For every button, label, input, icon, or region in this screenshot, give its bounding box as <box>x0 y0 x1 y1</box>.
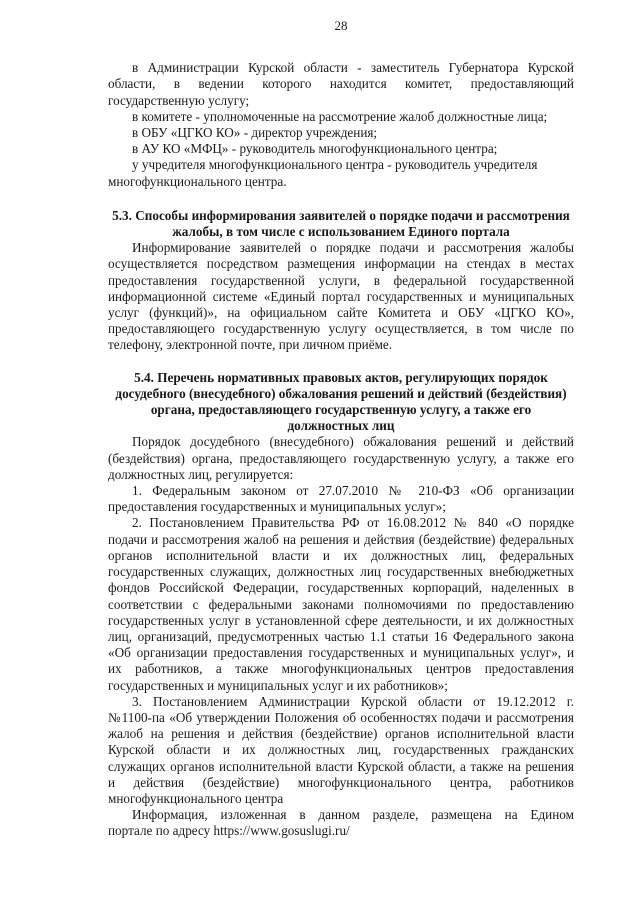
section-5-3-heading <box>108 208 574 240</box>
text-line: Информация, изложенная в данном разделе, размещена на Едином <box>132 807 574 823</box>
legal-act-item-3 <box>108 694 574 807</box>
section-5-3-paragraph <box>108 240 574 353</box>
text-line: 3. Постановлением Администрации Курской области от 19.12.2012 г. <box>132 693 574 709</box>
page-number: 28 <box>334 18 348 33</box>
text-line: предоставления государственных и муниципальных услуг»; <box>108 499 446 515</box>
text-line: Порядок досудебного (внесудебного) обжалования решений и действий <box>132 434 574 450</box>
text-line: в АУ КО «МФЦ» - руководитель многофункционального центра; <box>132 141 498 157</box>
text-line: предоставления государственной услуги, в федеральной государственной <box>108 272 574 288</box>
legal-act-item-1 <box>108 483 574 515</box>
text-line: должностных лиц, регулируется: <box>108 466 294 482</box>
text-line: услуг (функций)», на официальном сайте Комитета и ОБУ «ЦГКО КО», <box>108 305 574 321</box>
text-line: многофункционального центра <box>108 790 284 806</box>
text-line: в ОБУ «ЦГКО КО» - директор учреждения; <box>132 125 378 141</box>
text-line: телефону, электронной почте, при личном приёме. <box>108 337 393 353</box>
text-line: у учредителя многофункционального центра - руководитель учредителя <box>132 157 538 173</box>
text-line: области, в ведении которого находится комитет, предоставляющий <box>108 76 574 92</box>
heading-line: органа, предоставляющего государственную услугу, а также его <box>150 402 532 418</box>
text-line: (бездействия) органа, предоставляющего государственную услугу, а также его <box>108 450 574 466</box>
text-line: подачи и рассмотрения жалоб на решения и действия (бездействие) федеральных <box>108 531 574 547</box>
text-line: портале по адресу https://www.gosuslugi.ru/ <box>108 823 350 839</box>
heading-line: 5.4. Перечень нормативных правовых актов, регулирующих порядок <box>134 369 548 385</box>
text-line: жалоб на решения и действия (бездействие) органов исполнительной власти <box>108 726 574 742</box>
text-line: соответствии с федеральными законами полномочиями по предоставлению <box>108 596 574 612</box>
section-5-4-intro <box>108 434 574 483</box>
text-line: в Администрации Курской области - заместитель Губернатора Курской <box>132 60 574 76</box>
text-line: осуществляется посредством размещения информации на стендах в местах <box>108 256 574 272</box>
closing-paragraph <box>108 807 574 839</box>
heading-line: 5.3. Способы информирования заявителей о порядке подачи и рассмотрения <box>112 207 570 223</box>
text-line: 2. Постановлением Правительства РФ от 16.08.2012 № 840 «О порядке <box>132 515 574 531</box>
text-line: и действия (бездействие) многофункционального центра, работников <box>108 774 574 790</box>
text-line: служащих органов исполнительной власти Курской области, а также на решения <box>108 758 574 774</box>
responsible-persons-list <box>108 60 574 190</box>
text-line: государственных служащих, должностных лиц государственных внебюджетных <box>108 564 574 580</box>
text-line: органов исполнительной власти и их должностных лиц, федеральных <box>108 547 574 563</box>
text-line: их работников, а также многофункциональных центров предоставления <box>108 661 574 677</box>
section-5-4-heading <box>108 370 574 435</box>
heading-line: должностных лиц <box>287 418 395 434</box>
text-line: государственную услугу; <box>108 92 250 108</box>
text-line: многофункционального центра. <box>108 173 287 189</box>
text-line: предоставляющего государственную услугу осуществляется, в том числе по <box>108 321 574 337</box>
text-line: государственных услуг в установленной сфере деятельности, и их должностных <box>108 612 574 628</box>
text-line: государственных и муниципальных услуг и их работников»; <box>108 677 448 693</box>
heading-line: жалобы, в том числе с использованием Единого портала <box>172 224 510 240</box>
text-line: «Об организации предоставления государственных и муниципальных услуг», и <box>108 645 574 661</box>
text-line: информационной системе «Единый портал государственных и муниципальных <box>108 288 574 304</box>
text-line: Информирование заявителей о порядке подачи и рассмотрения жалобы <box>132 240 574 256</box>
text-line: №1100-па «Об утверждении Положения об особенностях подачи и рассмотрения <box>108 709 574 725</box>
text-line: фондов Российской Федерации, государственных корпораций, наделенных в <box>108 580 574 596</box>
text-line: 1. Федеральным законом от 27.07.2010 № 210-ФЗ «Об организации <box>132 483 574 499</box>
legal-act-item-2 <box>108 515 574 693</box>
text-line: Курской области и их должностных лиц, государственных гражданских <box>108 742 574 758</box>
text-line: в комитете - уполномоченные на рассмотрение жалоб должностные лица; <box>132 108 548 124</box>
text-line: лиц, организаций, предусмотренных частью 1.1 статьи 16 Федерального закона <box>108 628 574 644</box>
heading-line: досудебного (внесудебного) обжалования решений и действий (бездействия) <box>115 385 567 401</box>
